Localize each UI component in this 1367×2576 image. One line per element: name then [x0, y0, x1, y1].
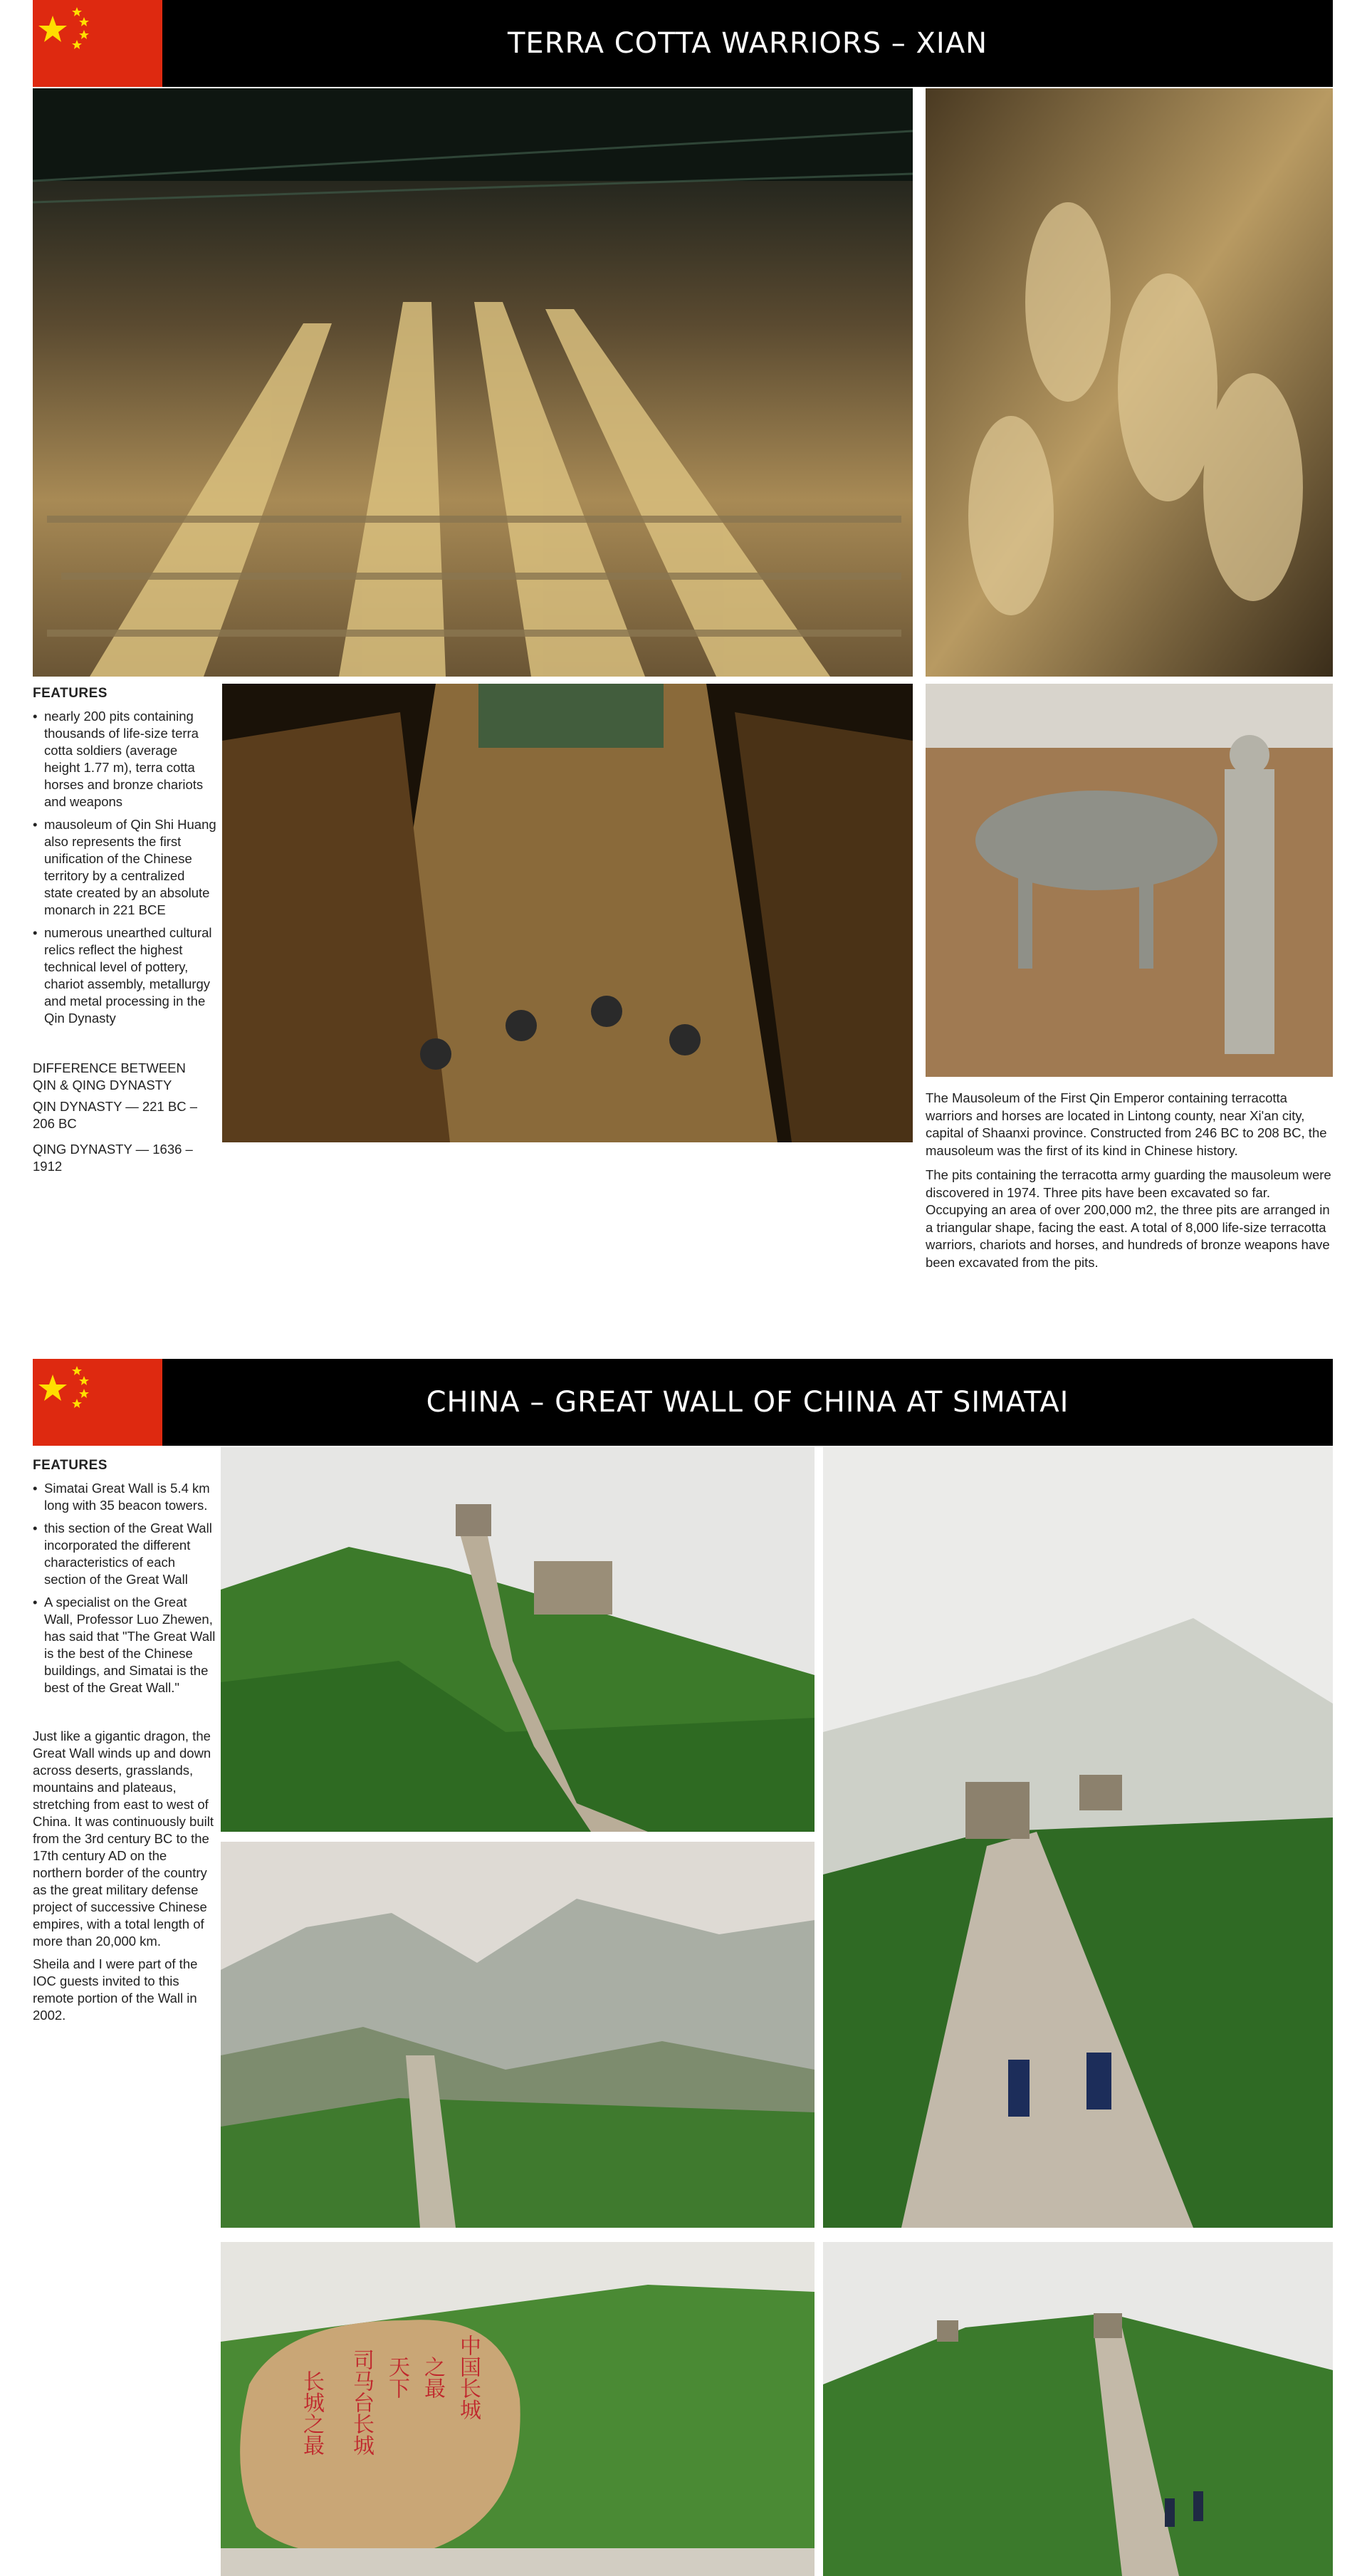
inscription-column: 之最	[420, 2356, 445, 2399]
features-heading: FEATURES	[33, 686, 108, 701]
feature-item: • numerous unearthed cultural relics reflect the highest technical level of pottery, chariot assembly, metallurgy and metal processing in the Qin Dynasty	[33, 924, 216, 1027]
section2-title: CHINA – GREAT WALL OF CHINA AT SIMATAI	[426, 1386, 1069, 1419]
description-paragraph: Sheila and I were part of the IOC guests invited to this remote portion of the Wall in 2002.	[33, 1956, 198, 2023]
dynasty-line: DIFFERENCE BETWEEN	[33, 1060, 186, 1075]
section1-banner	[33, 0, 1333, 87]
feature-item: • nearly 200 pits containing thousands of life-size terra cotta soldiers (average height 1.77 m), terra cotta horses and bronze chariots and weapons	[33, 708, 216, 810]
section1-caption	[926, 1090, 1333, 1278]
photo-great-wall-ridge	[221, 1447, 815, 1832]
photo-excavation-trench	[222, 684, 913, 1142]
photo-great-wall-path-hikers	[823, 1447, 1333, 2228]
china-flag-icon	[33, 1359, 162, 1446]
section2-banner	[33, 1359, 1333, 1446]
photo-terracotta-warriors-rows	[926, 88, 1333, 677]
feature-item: • mausoleum of Qin Shi Huang also represents the first unification of the Chinese territory by a centralized state created by an absolute monarch in 221 BCE	[33, 816, 216, 919]
dynasty-line: QING DYNASTY — 1636 – 1912	[33, 1142, 193, 1174]
china-flag-icon	[33, 0, 162, 87]
photo-misty-mountains-wall	[221, 1842, 815, 2228]
features-heading: FEATURES	[33, 1458, 108, 1473]
inscription-column: 长城之最	[299, 2370, 324, 2456]
photo-terracotta-horses	[926, 684, 1333, 1077]
features-list	[33, 1480, 216, 1696]
inscription-column: 中国长城	[456, 2335, 481, 2420]
photo-terracotta-pit-overview	[33, 88, 913, 677]
inscription-column: 天下	[384, 2356, 409, 2399]
features-list	[33, 708, 216, 1027]
feature-item: • A specialist on the Great Wall, Professor Luo Zhewen, has said that "The Great Wall is the best of the Chinese buildings, and Simatai is the best of the Great Wall."	[33, 1594, 216, 1696]
section2-sidebar	[33, 1457, 216, 2030]
photo-wall-hikers-ridge	[823, 2242, 1333, 2576]
section1-title: TERRA COTTA WARRIORS – XIAN	[508, 27, 988, 60]
dynasty-line: QIN & QING DYNASTY	[33, 1078, 172, 1093]
description-paragraph: Just like a gigantic dragon, the Great Wall winds up and down across deserts, grasslands, mountains and plateaus, stretching from east to west of China. It was continuously built from the 3rd century BC to the 17th century AD on the northern border of the country as the great military defense project of successive Chinese empires, with a total length of more than 20,000 km.	[33, 1728, 214, 1949]
section1-sidebar	[33, 685, 216, 1175]
dynasty-difference	[33, 1060, 216, 1175]
feature-item: • this section of the Great Wall incorporated the different characteristics of each section of the Great Wall	[33, 1520, 216, 1588]
stone-inscription	[278, 2327, 506, 2541]
caption-paragraph: The pits containing the terracotta army guarding the mausoleum were discovered in 1974. Three pits have been excavated so far. Occupying an area of over 200,000 m2, the three pits are arranged in a triangular shape, facing the east. A total of 8,000 life-size terracotta warriors, chariots and horses, and hundreds of bronze weapons have been excavated from the pits.	[926, 1167, 1331, 1270]
dynasty-line: QIN DYNASTY — 221 BC – 206 BC	[33, 1099, 197, 1131]
inscription-column: 司马台长城	[349, 2349, 374, 2456]
great-wall-description	[33, 1728, 216, 2024]
photo-inscribed-stone	[221, 2242, 815, 2576]
caption-paragraph: The Mausoleum of the First Qin Emperor containing terracotta warriors and horses are located in Lintong county, near Xi'an city, capital of Shaanxi province. Constructed from 246 BC to 208 BC, the mausoleum was the first of its kind in Chinese history.	[926, 1090, 1327, 1158]
feature-item: • Simatai Great Wall is 5.4 km long with 35 beacon towers.	[33, 1480, 216, 1514]
